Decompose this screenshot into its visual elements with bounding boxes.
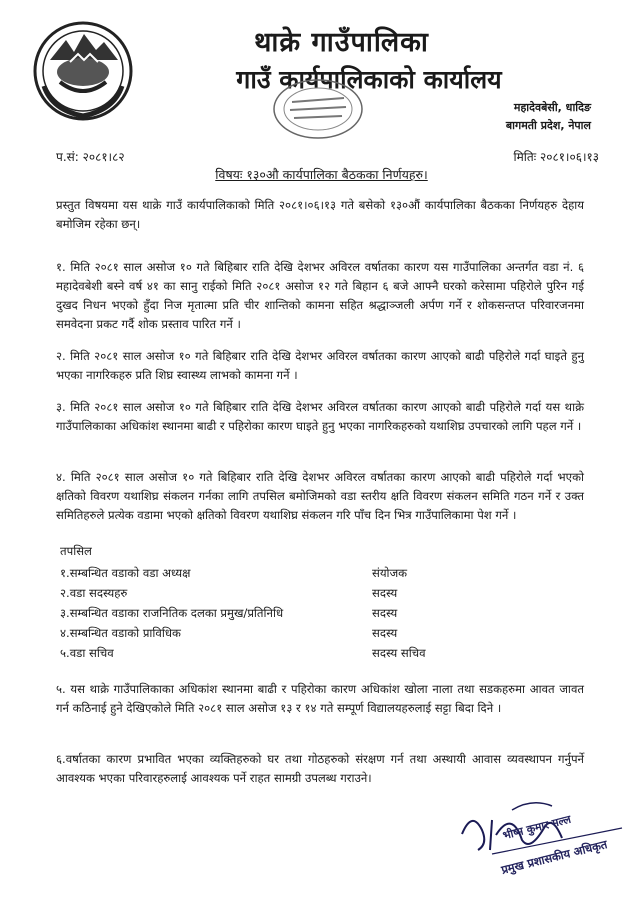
signer-title: प्रमुख प्रशासकीय अधिकृत	[499, 837, 609, 877]
signature-block	[452, 780, 632, 900]
committee-role: सदस्य सचिव	[372, 646, 426, 660]
reference-number: प.सं: २०८१।८२	[56, 150, 125, 164]
decision-6: ६.वर्षातका कारण प्रभावित भएका व्यक्तिहरुको घर तथा गोठहरुको संरक्षण गर्न तथा अस्थायी आवास व्यवस्थापन गर्नुपर्ने आवश्यक भएका परिवारहरुलाई आवश्यक पर्ने राहत सामग्री उपलब्ध गराउने।	[56, 752, 584, 785]
municipality-name: थाक्रे गाउँपालिका	[254, 27, 429, 58]
committee-role: सदस्य	[372, 586, 398, 600]
decision-4: ४. मिति २०८१ साल असोज १० गते बिहिबार राति देखि देशभर अविरल वर्षातका कारण आएको बाढी पहिरोले गर्दा भएको क्षतिको विवरण यथाशिघ्र संकलन गर्नका लागि तपसिल बमोजिमको वडा स्तरीय क्षति विवरण संकलन समिति गठन गर्ने र उक्त समितिहरुले प्रत्येक वडामा भएको क्षतिको विवरण यथाशिघ्र संकलन गरि पाँच दिन भित्र गाउँपालिकामा पेश गर्ने ।	[56, 470, 584, 522]
committee-row	[60, 626, 490, 644]
letter-date: मितिः २०८१।०६।१३	[513, 150, 599, 164]
committee-row	[60, 566, 490, 584]
decision-1: १. मिति २०८१ साल असोज १० गते बिहिबार राति देखि देशभर अविरल वर्षातका कारण यस गाउँपालिका अन्तर्गत वडा नं. ६ महादेवबेशी बस्ने वर्ष ४१ का सानु राईको मिति २०८१ असोज १२ गते बिहान ६ बजे आफ्नै घरको करेसामा पहिरोले पुरिन गई दुखद निधन भएको हुँदा निज मृतात्मा प्रति चीर शान्तिको कामना सहित श्रद्धाञ्जली अर्पण गर्ने र शोकसन्तप्त परिवारजनमा समवेदना प्रकट गर्दै शोक प्रस्ताव पारित गर्ने ।	[56, 260, 584, 331]
address-line-2: बागमती प्रदेश, नेपाल	[505, 119, 591, 132]
committee-member: १.सम्बन्धित वडाको वडा अध्यक्ष	[60, 566, 191, 580]
decision-3: ३. मिति २०८१ साल असोज १० गते बिहिबार राति देखि देशभर अविरल वर्षातका कारण आएको बाढी पहिरोले गर्दा यस थाक्रे गाउँपालिकाका अधिकांश स्थानमा बाढी र पहिरोका कारण घाइते हुनु भएका नागरिकहरुको यथाशिघ्र उपचारको लागि पहल गर्ने ।	[56, 400, 584, 433]
decision-5: ५. यस थाक्रे गाउँपालिकाका अधिकांश स्थानमा बाढी र पहिरोका कारण अधिकांश खोला नाला तथा सडकहरुमा आवत जावत गर्न कठिनाई हुने देखिएकोले मिति २०८१ साल असोज १३ र १४ गते सम्पूर्ण विद्यालयहरुलाई सट्टा बिदा दिने ।	[56, 682, 584, 715]
decision-2: २. मिति २०८१ साल असोज १० गते बिहिबार राति देखि देशभर अविरल वर्षातका कारण आएको बाढी पहिरोले गर्दा घाइते हुनु भएका नागरिकहरु प्रति शिघ्र स्वास्थ्य लाभको कामना गर्ने ।	[56, 349, 584, 382]
committee-row	[60, 586, 490, 604]
tapsil-heading: तपसिल	[60, 544, 92, 558]
committee-role: सदस्य	[372, 606, 398, 620]
subject-text: विषयः १३०औ कार्यपालिका बैठकका निर्णयहरु।	[215, 167, 428, 182]
committee-role: सदस्य	[372, 626, 398, 640]
signer-name: भीष्म कुमार मल्ल	[501, 812, 573, 843]
committee-member: ३.सम्बन्धित वडाका राजनितिक दलका प्रमुख/प्रतिनिधि	[60, 606, 284, 620]
address-line-1: महादेवबेसी, धादिङ	[513, 101, 591, 114]
committee-row	[60, 606, 490, 624]
intro-paragraph: प्रस्तुत विषयमा यस थाक्रे गाउँ कार्यपालिकाको मिति २०८१।०६।१३ गते बसेको १३०औं कार्यपालिका बैठकका निर्णयहरु देहाय बमोजिम रहेका छन्।	[56, 198, 584, 231]
committee-member: २.वडा सदस्यहरु	[60, 586, 128, 600]
committee-member: ४.सम्बन्धित वडाको प्राविधिक	[60, 626, 181, 640]
committee-row	[60, 646, 490, 664]
committee-member: ५.वडा सचिव	[60, 646, 114, 660]
letter-subject	[0, 166, 643, 183]
office-name: गाउँ कार्यपालिकाको कार्यालय	[236, 65, 502, 94]
office-stamp-seal	[272, 78, 364, 140]
committee-role: संयोजक	[372, 566, 408, 580]
